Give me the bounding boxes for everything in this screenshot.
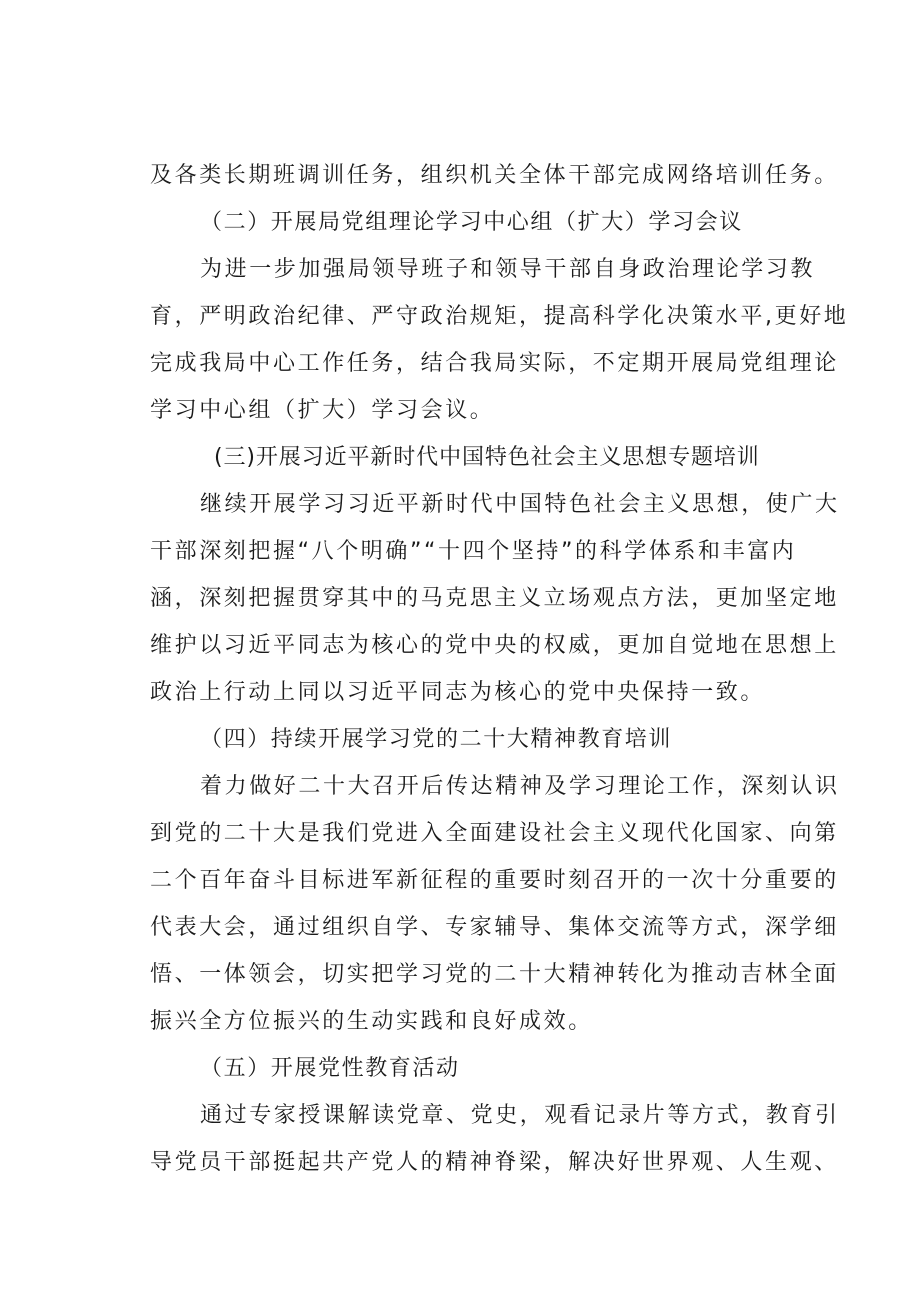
paragraph-line: 完成我局中心工作任务，结合我局实际，不定期开展局党组理论 [150, 351, 839, 376]
paragraph-line: 干部深刻把握“八个明确”“十四个坚持”的科学体系和丰富内 [150, 539, 797, 564]
paragraph-line: 为进一步加强局领导班子和领导干部自身政治理论学习教 [200, 257, 816, 282]
section-heading-2: （二）开展局党组理论学习中心组（扩大）学习会议 [200, 210, 743, 235]
paragraph-line: 政治上行动上同以习近平同志为核心的党中央保持一致。 [150, 680, 766, 705]
paragraph-line: 到党的二十大是我们党进入全面建设社会主义现代化国家、向第 [150, 821, 839, 846]
paragraph-line: 继续开展学习习近平新时代中国特色社会主义思想，使广大 [200, 492, 840, 517]
paragraph-line: 及各类长期班调训任务，组织机关全体干部完成网络培训任务。 [150, 163, 839, 188]
paragraph-line: 学习中心组（扩大）学习会议。 [150, 398, 495, 423]
paragraph-line: 二个百年奋斗目标进军新征程的重要时刻召开的一次十分重要的 [150, 868, 839, 893]
paragraph-line: 维护以习近平同志为核心的党中央的权威，更加自觉地在思想上 [150, 633, 839, 658]
section-heading-3: (三)开展习近平新时代中国特色社会主义思想专题培训 [214, 445, 760, 470]
paragraph-line: 育，严明政治纪律、严守政治规矩，提高科学化决策水平,更好地 [150, 304, 849, 329]
paragraph-line: 导党员干部挺起共产党人的精神脊梁，解决好世界观、人生观、 [150, 1150, 839, 1175]
section-heading-5: （五）开展党性教育活动 [200, 1056, 460, 1081]
paragraph-line: 代表大会，通过组织自学、专家辅导、集体交流等方式，深学细 [150, 915, 839, 940]
paragraph-line: 着力做好二十大召开后传达精神及学习理论工作，深刻认识 [200, 774, 840, 799]
paragraph-line: 悟、一体领会，切实把学习党的二十大精神转化为推动吉林全面 [150, 962, 839, 987]
section-heading-4: （四）持续开展学习党的二十大精神教育培训 [200, 727, 673, 752]
paragraph-line: 振兴全方位振兴的生动实践和良好成效。 [150, 1009, 593, 1034]
paragraph-line: 通过专家授课解读党章、党史，观看记录片等方式，教育引 [200, 1103, 840, 1128]
paragraph-line: 涵，深刻把握贯穿其中的马克思主义立场观点方法，更加坚定地 [150, 586, 839, 611]
